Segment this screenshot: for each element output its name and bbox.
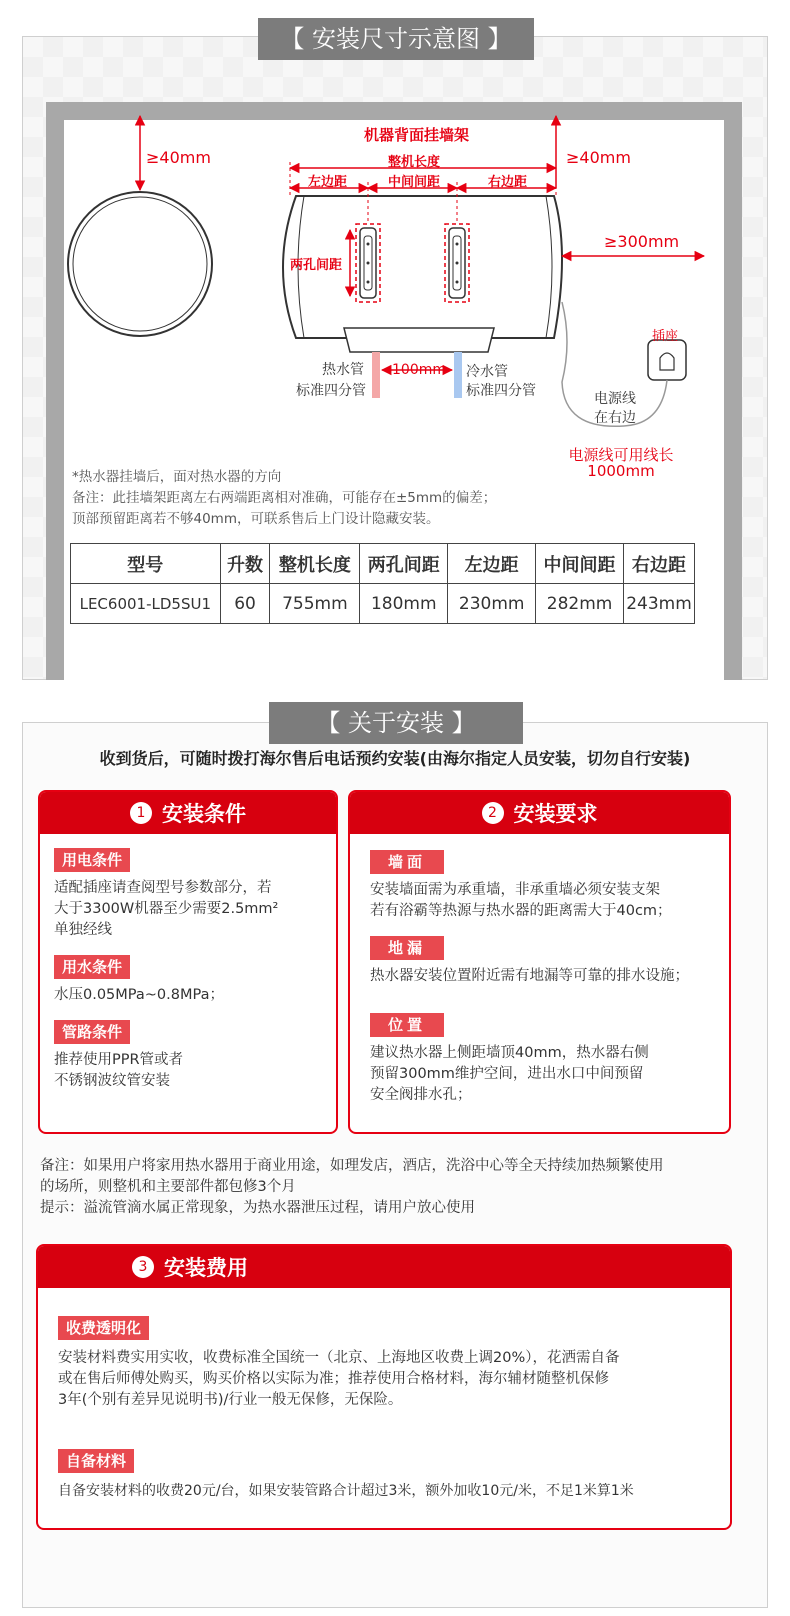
- th-overall-length: 整机长度: [270, 544, 360, 584]
- heater-side-view: [68, 192, 212, 336]
- tag-position: 位置: [370, 1013, 444, 1037]
- card2-title: 安装要求: [513, 802, 598, 826]
- cold-pipe-label-2: 标准四分管: [466, 383, 536, 399]
- remark-line-2: 的场所，则整机和主要部件都包修3个月: [40, 1179, 296, 1195]
- piping-text: [54, 1050, 336, 1092]
- middle-distance-label: 中间间距: [388, 175, 441, 190]
- cell-right-margin: 243mm: [624, 584, 695, 624]
- fee-line-3: 3年(个别有差异见说明书)/行业一般无保修，无保险。: [58, 1392, 403, 1408]
- card1-title: 安装条件: [162, 802, 246, 826]
- card-install-fees: [36, 1244, 732, 1530]
- card2-number: 2: [482, 802, 504, 824]
- position-text: [370, 1043, 729, 1106]
- note-line-3: 顶部预留距离若不够40mm，可联系售后上门设计隐藏安装。: [72, 511, 440, 527]
- tag-wall: 墙面: [370, 850, 444, 874]
- overall-length-label: 整机长度: [388, 155, 441, 170]
- th-model: 型号: [71, 544, 221, 584]
- electricity-line-2: 大于3300W机器至少需要2.5mm²: [54, 901, 279, 917]
- install-intro: 收到货后，可随时拨打海尔售后电话预约安装(由海尔指定人员安装，切勿自行安装): [99, 749, 691, 768]
- cell-left-margin: 230mm: [448, 584, 536, 624]
- wall-text: [370, 880, 729, 922]
- tag-floor-drain: 地漏: [370, 936, 444, 960]
- card3-number: 3: [132, 1256, 154, 1278]
- cell-overall-length: 755mm: [270, 584, 360, 624]
- right-bracket: [445, 224, 469, 302]
- cord-length-label-2: 1000mm: [587, 462, 655, 480]
- cell-capacity: 60: [220, 584, 270, 624]
- socket-icon: [648, 340, 686, 380]
- spec-table-header: [71, 544, 695, 584]
- th-capacity: 升数: [220, 544, 270, 584]
- remarks-block: [40, 1156, 760, 1219]
- electricity-line-1: 适配插座请查阅型号参数部分，若: [54, 880, 272, 896]
- card2-header: [350, 792, 729, 834]
- cord-side-label-1: 电源线: [594, 391, 636, 407]
- self-materials-text: 自备安装材料的收费20元/台，如果安装管路合计超过3米，额外加收10元/米，不足1米算1米: [58, 1483, 634, 1499]
- floor-drain-text: 热水器安装位置附近需有地漏等可靠的排水设施；: [370, 968, 689, 984]
- tag-self-materials: 自备材料: [58, 1449, 134, 1473]
- cord-length-label-1: 电源线可用线长: [568, 446, 674, 464]
- top-left-clearance-label: ≥40mm: [146, 148, 211, 167]
- hot-pipe-label-1: 热水管: [322, 362, 364, 378]
- card-install-conditions: [38, 790, 338, 1134]
- card1-number: 1: [130, 802, 152, 824]
- cell-middle-distance: 282mm: [536, 584, 624, 624]
- cell-model: LEC6001-LD5SU1: [71, 584, 221, 624]
- section-title-dimensions: 【 安装尺寸示意图 】: [258, 18, 534, 60]
- top-right-clearance-label: ≥40mm: [566, 148, 631, 167]
- card3-title: 安装费用: [164, 1256, 248, 1280]
- remark-line-1: 备注：如果用户将家用热水器用于商业用途，如理发店，酒店，洗浴中心等全天持续加热频繁使用: [40, 1158, 664, 1174]
- spec-table: [70, 543, 695, 624]
- tag-water: 用水条件: [54, 955, 130, 979]
- cold-water-pipe: [454, 352, 462, 398]
- table-row: [71, 584, 695, 624]
- position-line-2: 预留300mm维护空间，进出水口中间预留: [370, 1066, 644, 1082]
- section-title-about: 【 关于安装 】: [269, 702, 523, 744]
- left-bracket: [356, 224, 380, 302]
- tag-piping: 管路条件: [54, 1020, 130, 1044]
- remark-line-3: 提示：溢流管滴水属正常现象，为热水器泄压过程，请用户放心使用: [40, 1200, 475, 1216]
- fee-line-1: 安装材料费实用实收，收费标准全国统一（北京、上海地区收费上调20%），花洒需自备: [58, 1350, 620, 1366]
- fee-text: [58, 1348, 730, 1411]
- left-margin-label: 左边距: [308, 175, 348, 190]
- electricity-text: [54, 878, 336, 941]
- tag-electricity: 用电条件: [54, 848, 130, 872]
- hot-pipe-label: [322, 361, 364, 380]
- water-text: 水压0.05MPa~0.8MPa；: [54, 987, 224, 1003]
- tag-fee-transparency: 收费透明化: [58, 1316, 149, 1340]
- th-left-margin: 左边距: [448, 544, 536, 584]
- wall-line-1: 安装墙面需为承重墙，非承重墙必须安装支架: [370, 882, 660, 898]
- position-line-1: 建议热水器上侧距墙顶40mm，热水器右侧: [370, 1045, 649, 1061]
- pipe-gap-label: 100mm: [392, 362, 446, 378]
- cell-hole-distance: 180mm: [360, 584, 448, 624]
- socket-label: 插座: [652, 329, 679, 344]
- bracket-title: 机器背面挂墙架: [364, 126, 470, 144]
- note-line-1: *热水器挂墙后，面对热水器的方向: [72, 469, 282, 485]
- cold-pipe-label-1: 冷水管: [466, 364, 508, 380]
- th-middle-distance: 中间间距: [536, 544, 624, 584]
- note-line-2: 备注：此挂墙架距离左右两端距离相对准确，可能存在±5mm的偏差；: [72, 490, 497, 506]
- cord-side-label-2: 在右边: [594, 410, 636, 426]
- hole-distance-label: 两孔间距: [290, 258, 343, 273]
- th-hole-distance: 两孔间距: [360, 544, 448, 584]
- hot-water-pipe: [372, 352, 380, 398]
- right-clearance-label: ≥300mm: [604, 232, 680, 251]
- piping-line-1: 推荐使用PPR管或者: [54, 1052, 184, 1068]
- bottom-cover: [344, 328, 494, 352]
- th-right-margin: 右边距: [624, 544, 695, 584]
- piping-line-2: 不锈钢波纹管安装: [54, 1073, 170, 1089]
- position-line-3: 安全阀排水孔；: [370, 1087, 472, 1103]
- card3-header: [38, 1246, 730, 1288]
- electricity-line-3: 单独经线: [54, 922, 112, 938]
- card-install-requirements: [348, 790, 731, 1134]
- fee-line-2: 或在售后师傅处购买，购买价格以实际为准；推荐使用合格材料，海尔辅材随整机保修: [58, 1371, 609, 1387]
- wall-line-2: 若有浴霸等热源与热水器的距离需大于40cm；: [370, 903, 672, 919]
- right-margin-label: 右边距: [488, 175, 528, 190]
- hot-pipe-label-2: 标准四分管: [296, 383, 366, 399]
- card1-header: [40, 792, 336, 834]
